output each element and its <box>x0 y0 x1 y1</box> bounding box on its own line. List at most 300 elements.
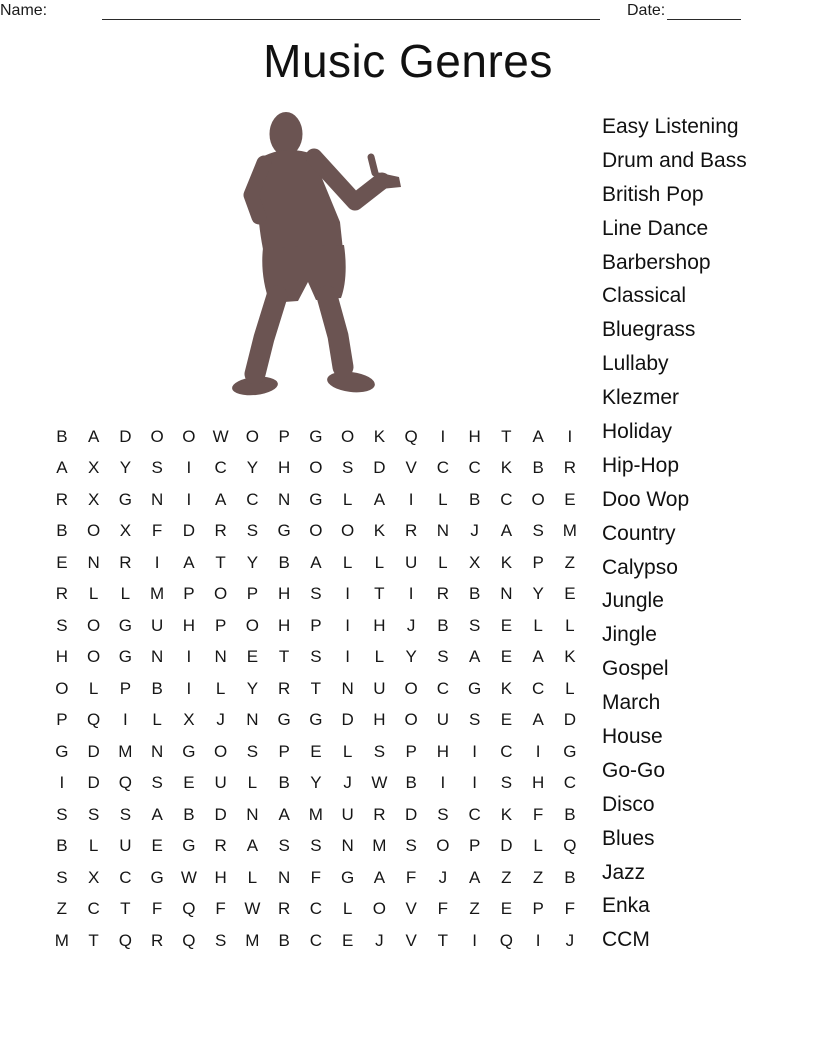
grid-letter: R <box>404 521 418 541</box>
grid-letter: K <box>373 426 386 446</box>
word-list-item: Jingle <box>602 623 657 647</box>
date-blank-line <box>667 3 741 20</box>
grid-letter: A <box>500 521 513 541</box>
grid-letter: C <box>119 867 132 887</box>
grid-letter: B <box>278 552 290 572</box>
grid-letter: C <box>309 930 323 950</box>
grid-letter: N <box>246 804 259 824</box>
grid-letter: D <box>341 710 354 730</box>
grid-letter: L <box>88 678 99 698</box>
grid-letter: I <box>535 930 541 950</box>
grid-letter: L <box>342 489 353 509</box>
word-list-item: Classical <box>602 284 687 308</box>
grid-letter: K <box>500 678 513 698</box>
grid-letter: X <box>87 489 100 509</box>
grid-letter: R <box>277 899 291 919</box>
grid-letter: T <box>437 930 449 950</box>
word-list-item: March <box>602 691 661 715</box>
grid-letter: O <box>404 678 418 698</box>
grid-letter: L <box>215 678 226 698</box>
grid-letter: E <box>56 552 68 572</box>
grid-letter: A <box>246 836 259 856</box>
grid-letter: P <box>214 615 227 635</box>
grid-letter: F <box>564 899 576 919</box>
grid-letter: G <box>118 615 132 635</box>
grid-letter: R <box>563 458 577 478</box>
grid-letter: V <box>405 458 417 478</box>
grid-letter: Z <box>532 867 544 887</box>
grid-letter: S <box>151 773 163 793</box>
grid-letter: A <box>214 489 227 509</box>
grid-letter: F <box>151 899 163 919</box>
word-list-item: House <box>602 725 663 749</box>
grid-letter: L <box>438 552 448 572</box>
grid-letter: T <box>88 930 99 950</box>
grid-letter: W <box>180 867 197 887</box>
grid-letter: L <box>533 836 543 856</box>
grid-letter: Y <box>405 647 417 667</box>
grid-letter: T <box>120 899 131 919</box>
grid-letter: M <box>118 741 133 761</box>
grid-letter: H <box>277 458 291 478</box>
grid-letter: B <box>56 521 68 541</box>
grid-letter: A <box>373 867 386 887</box>
grid-letter: C <box>500 741 513 761</box>
grid-letter: D <box>182 521 196 541</box>
grid-letter: M <box>308 804 323 824</box>
grid-letter: I <box>186 647 192 667</box>
grid-letter: P <box>278 741 290 761</box>
grid-letter: C <box>214 458 227 478</box>
letter-grid <box>46 421 586 957</box>
grid-letter: T <box>501 426 512 446</box>
word-list-item: Klezmer <box>602 386 680 410</box>
grid-letter: D <box>119 426 132 446</box>
grid-letter: I <box>186 458 192 478</box>
grid-letter: H <box>531 773 545 793</box>
grid-letter: G <box>309 710 323 730</box>
grid-letter: K <box>564 647 576 667</box>
grid-letter: E <box>564 489 576 509</box>
grid-letter: B <box>468 489 481 509</box>
grid-letter: K <box>500 458 513 478</box>
grid-letter: H <box>277 584 291 604</box>
grid-letter: H <box>277 615 291 635</box>
grid-letter: I <box>186 678 192 698</box>
page-title: Music Genres <box>263 35 553 87</box>
grid-letter: Q <box>182 930 196 950</box>
grid-letter: E <box>564 584 576 604</box>
grid-letter: A <box>532 426 544 446</box>
grid-letter: J <box>375 930 384 950</box>
grid-letter: D <box>404 804 418 824</box>
grid-letter: F <box>405 867 417 887</box>
grid-letter: A <box>532 710 544 730</box>
grid-letter: B <box>405 773 417 793</box>
grid-letter: U <box>373 678 386 698</box>
grid-letter: I <box>345 647 350 667</box>
grid-letter: O <box>341 521 355 541</box>
grid-letter: S <box>310 836 322 856</box>
grid-letter: P <box>119 678 132 698</box>
grid-letter: R <box>55 489 69 509</box>
grid-letter: L <box>374 552 385 572</box>
word-list-item: Drum and Bass <box>602 148 747 172</box>
grid-letter: N <box>87 552 100 572</box>
grid-letter: A <box>183 552 195 572</box>
grid-letter: T <box>215 552 226 572</box>
grid-letter: Q <box>182 899 196 919</box>
grid-letter: R <box>150 930 164 950</box>
grid-letter: Z <box>469 899 480 919</box>
grid-letter: G <box>277 521 291 541</box>
grid-letter: L <box>342 741 353 761</box>
grid-letter: O <box>55 678 69 698</box>
rapper-silhouette <box>230 110 410 405</box>
grid-letter: I <box>123 710 128 730</box>
grid-letter: S <box>56 804 68 824</box>
grid-letter: G <box>55 741 69 761</box>
grid-letter: G <box>118 647 132 667</box>
grid-letter: G <box>468 678 482 698</box>
grid-letter: N <box>150 489 164 509</box>
grid-letter: S <box>56 615 68 635</box>
grid-letter: M <box>245 930 260 950</box>
grid-letter: S <box>500 773 513 793</box>
grid-letter: L <box>565 678 575 698</box>
grid-letter: H <box>182 615 196 635</box>
word-list-item: Jazz <box>602 860 646 884</box>
grid-letter: G <box>563 741 577 761</box>
grid-letter: O <box>87 647 101 667</box>
grid-letter: N <box>436 521 450 541</box>
grid-letter: X <box>87 458 100 478</box>
name-label: Name: <box>0 2 48 19</box>
grid-letter: H <box>55 647 69 667</box>
grid-letter: P <box>278 426 290 446</box>
grid-letter: S <box>373 741 386 761</box>
grid-letter: Q <box>118 930 132 950</box>
grid-letter: C <box>468 804 481 824</box>
grid-letter: S <box>119 804 132 824</box>
grid-letter: J <box>438 867 448 887</box>
grid-letter: U <box>119 836 132 856</box>
grid-letter: P <box>468 836 481 856</box>
word-list-item: Lullaby <box>602 352 669 376</box>
grid-letter: S <box>405 836 417 856</box>
grid-letter: S <box>214 930 227 950</box>
grid-letter: H <box>468 426 481 446</box>
word-list-item: Go-Go <box>602 758 666 782</box>
grid-letter: L <box>247 867 258 887</box>
grid-letter: Z <box>501 867 512 887</box>
grid-letter: J <box>216 710 225 730</box>
word-list-item: Gospel <box>602 657 669 681</box>
grid-letter: T <box>310 678 322 698</box>
grid-letter: S <box>437 804 449 824</box>
grid-letter: H <box>436 741 450 761</box>
grid-letter: H <box>373 615 386 635</box>
grid-letter: I <box>567 426 573 446</box>
grid-letter: D <box>87 741 100 761</box>
grid-letter: Q <box>404 426 418 446</box>
grid-letter: C <box>309 899 323 919</box>
grid-letter: U <box>150 615 164 635</box>
grid-letter: Y <box>310 773 322 793</box>
word-list <box>602 110 747 957</box>
name-blank-line <box>102 3 600 20</box>
grid-letter: S <box>278 836 290 856</box>
grid-letter: A <box>468 647 481 667</box>
grid-letter: O <box>436 836 450 856</box>
grid-letter: S <box>437 647 449 667</box>
grid-letter: I <box>345 584 350 604</box>
grid-letter: I <box>472 773 477 793</box>
grid-letter: O <box>372 899 386 919</box>
grid-letter: W <box>371 773 388 793</box>
grid-letter: C <box>246 489 259 509</box>
grid-letter: O <box>309 521 323 541</box>
grid-letter: N <box>150 647 164 667</box>
grid-letter: C <box>563 773 577 793</box>
grid-letter: Y <box>246 552 259 572</box>
grid-letter: Y <box>246 678 259 698</box>
grid-letter: B <box>151 678 163 698</box>
grid-letter: V <box>405 899 417 919</box>
grid-letter: Q <box>118 773 132 793</box>
grid-letter: B <box>437 615 449 635</box>
grid-letter: A <box>373 489 386 509</box>
grid-letter: A <box>278 804 290 824</box>
grid-letter: J <box>470 521 479 541</box>
grid-letter: W <box>244 899 261 919</box>
grid-letter: L <box>120 584 131 604</box>
grid-letter: E <box>500 710 513 730</box>
grid-letter: S <box>341 458 354 478</box>
grid-letter: L <box>342 552 353 572</box>
grid-letter: I <box>535 741 541 761</box>
grid-letter: E <box>246 647 259 667</box>
grid-letter: S <box>310 584 322 604</box>
grid-letter: A <box>87 426 100 446</box>
grid-letter: P <box>532 552 544 572</box>
grid-letter: E <box>500 647 513 667</box>
grid-letter: X <box>183 710 195 730</box>
word-list-item: Calypso <box>602 555 678 579</box>
word-list-item: Disco <box>602 792 655 816</box>
grid-letter: X <box>87 867 100 887</box>
grid-letter: E <box>183 773 195 793</box>
grid-letter: M <box>150 584 165 604</box>
grid-letter: D <box>214 804 227 824</box>
grid-letter: L <box>88 584 99 604</box>
word-list-item: Line Dance <box>602 216 709 240</box>
grid-letter: R <box>373 804 386 824</box>
grid-letter: N <box>150 741 164 761</box>
grid-letter: K <box>500 552 513 572</box>
grid-letter: R <box>436 584 450 604</box>
grid-letter: K <box>500 804 513 824</box>
grid-letter: F <box>437 899 449 919</box>
grid-letter: H <box>214 867 227 887</box>
grid-letter: I <box>440 773 446 793</box>
grid-letter: L <box>247 773 258 793</box>
grid-letter: S <box>56 867 68 887</box>
grid-letter: G <box>309 489 323 509</box>
grid-letter: C <box>500 489 513 509</box>
grid-letter: O <box>150 426 164 446</box>
grid-letter: P <box>246 584 259 604</box>
grid-letter: O <box>87 521 101 541</box>
grid-letter: L <box>438 489 448 509</box>
grid-letter: J <box>565 930 575 950</box>
grid-letter: S <box>151 458 163 478</box>
grid-letter: O <box>341 426 355 446</box>
grid-letter: F <box>215 899 226 919</box>
grid-letter: S <box>310 647 322 667</box>
grid-letter: C <box>531 678 545 698</box>
grid-letter: Z <box>56 899 68 919</box>
grid-letter: L <box>533 615 543 635</box>
grid-letter: A <box>310 552 322 572</box>
grid-letter: B <box>56 836 68 856</box>
grid-letter: A <box>56 458 68 478</box>
grid-letter: A <box>532 647 544 667</box>
grid-letter: N <box>246 710 259 730</box>
grid-letter: E <box>341 930 354 950</box>
grid-letter: R <box>214 836 227 856</box>
grid-letter: X <box>119 521 132 541</box>
word-list-item: Holiday <box>602 420 673 444</box>
grid-letter: W <box>212 426 229 446</box>
grid-letter: L <box>374 647 385 667</box>
word-list-item: Blues <box>602 826 655 850</box>
grid-letter: C <box>436 458 450 478</box>
grid-letter: H <box>373 710 386 730</box>
grid-letter: V <box>405 930 417 950</box>
grid-letter: G <box>150 867 164 887</box>
grid-letter: F <box>151 521 163 541</box>
grid-letter: S <box>87 804 100 824</box>
grid-letter: E <box>310 741 322 761</box>
grid-letter: M <box>372 836 387 856</box>
grid-letter: D <box>373 458 386 478</box>
grid-letter: B <box>278 930 290 950</box>
grid-letter: S <box>468 615 481 635</box>
grid-letter: C <box>436 678 450 698</box>
grid-letter: L <box>342 899 353 919</box>
grid-letter: N <box>277 489 291 509</box>
grid-letter: O <box>245 615 259 635</box>
grid-letter: I <box>186 489 192 509</box>
grid-letter: F <box>532 804 544 824</box>
word-list-item: British Pop <box>602 182 704 206</box>
grid-letter: P <box>405 741 417 761</box>
word-list-item: Hip-Hop <box>602 453 680 477</box>
grid-letter: J <box>406 615 416 635</box>
grid-letter: S <box>468 710 481 730</box>
grid-letter: D <box>563 710 577 730</box>
word-list-item: Country <box>602 521 676 545</box>
grid-letter: I <box>408 489 414 509</box>
grid-letter: O <box>87 615 101 635</box>
word-list-item: Barbershop <box>602 250 711 274</box>
grid-letter: I <box>408 584 414 604</box>
grid-letter: N <box>341 836 354 856</box>
grid-letter: E <box>500 615 513 635</box>
grid-letter: L <box>88 836 99 856</box>
grid-letter: G <box>309 426 323 446</box>
grid-letter: I <box>472 741 477 761</box>
word-list-item: Easy Listening <box>602 115 739 138</box>
grid-letter: T <box>278 647 290 667</box>
grid-letter: Q <box>499 930 513 950</box>
grid-letter: I <box>154 552 160 572</box>
grid-letter: K <box>373 521 386 541</box>
grid-letter: G <box>118 489 132 509</box>
grid-letter: Q <box>563 836 577 856</box>
grid-letter: I <box>472 930 477 950</box>
grid-letter: R <box>55 584 69 604</box>
grid-letter: O <box>309 458 323 478</box>
grid-letter: U <box>214 773 227 793</box>
grid-letter: G <box>341 867 355 887</box>
grid-letter: Y <box>532 584 544 604</box>
grid-letter: X <box>468 552 481 572</box>
grid-letter: B <box>532 458 544 478</box>
grid-letter: O <box>531 489 545 509</box>
grid-letter: Y <box>119 458 132 478</box>
grid-letter: G <box>182 741 196 761</box>
grid-letter: U <box>341 804 354 824</box>
grid-letter: B <box>56 426 68 446</box>
grid-letter: J <box>343 773 352 793</box>
grid-letter: N <box>277 867 291 887</box>
grid-letter: L <box>152 710 162 730</box>
grid-letter: B <box>468 584 481 604</box>
word-list-item: Jungle <box>602 589 664 613</box>
grid-letter: B <box>278 773 290 793</box>
grid-letter: O <box>214 584 228 604</box>
grid-letter: A <box>468 867 481 887</box>
grid-letter: P <box>532 899 544 919</box>
grid-letter: S <box>246 741 259 761</box>
grid-letter: C <box>87 899 100 919</box>
grid-letter: E <box>500 899 513 919</box>
grid-letter: D <box>500 836 513 856</box>
grid-letter: I <box>440 426 446 446</box>
grid-letter: Z <box>564 552 576 572</box>
word-list-item: Doo Wop <box>602 487 690 511</box>
grid-letter: P <box>56 710 68 730</box>
grid-letter: A <box>151 804 163 824</box>
grid-letter: U <box>436 710 450 730</box>
grid-letter: R <box>277 678 291 698</box>
grid-letter: O <box>182 426 196 446</box>
grid-letter: O <box>214 741 228 761</box>
grid-letter: B <box>564 867 576 887</box>
grid-letter: S <box>246 521 259 541</box>
grid-letter: P <box>183 584 195 604</box>
grid-letter: B <box>183 804 195 824</box>
grid-letter: N <box>341 678 354 698</box>
grid-letter: U <box>404 552 418 572</box>
grid-letter: P <box>310 615 322 635</box>
grid-letter: T <box>374 584 385 604</box>
grid-letter: I <box>59 773 65 793</box>
grid-letter: Q <box>87 710 101 730</box>
grid-letter: N <box>214 647 227 667</box>
